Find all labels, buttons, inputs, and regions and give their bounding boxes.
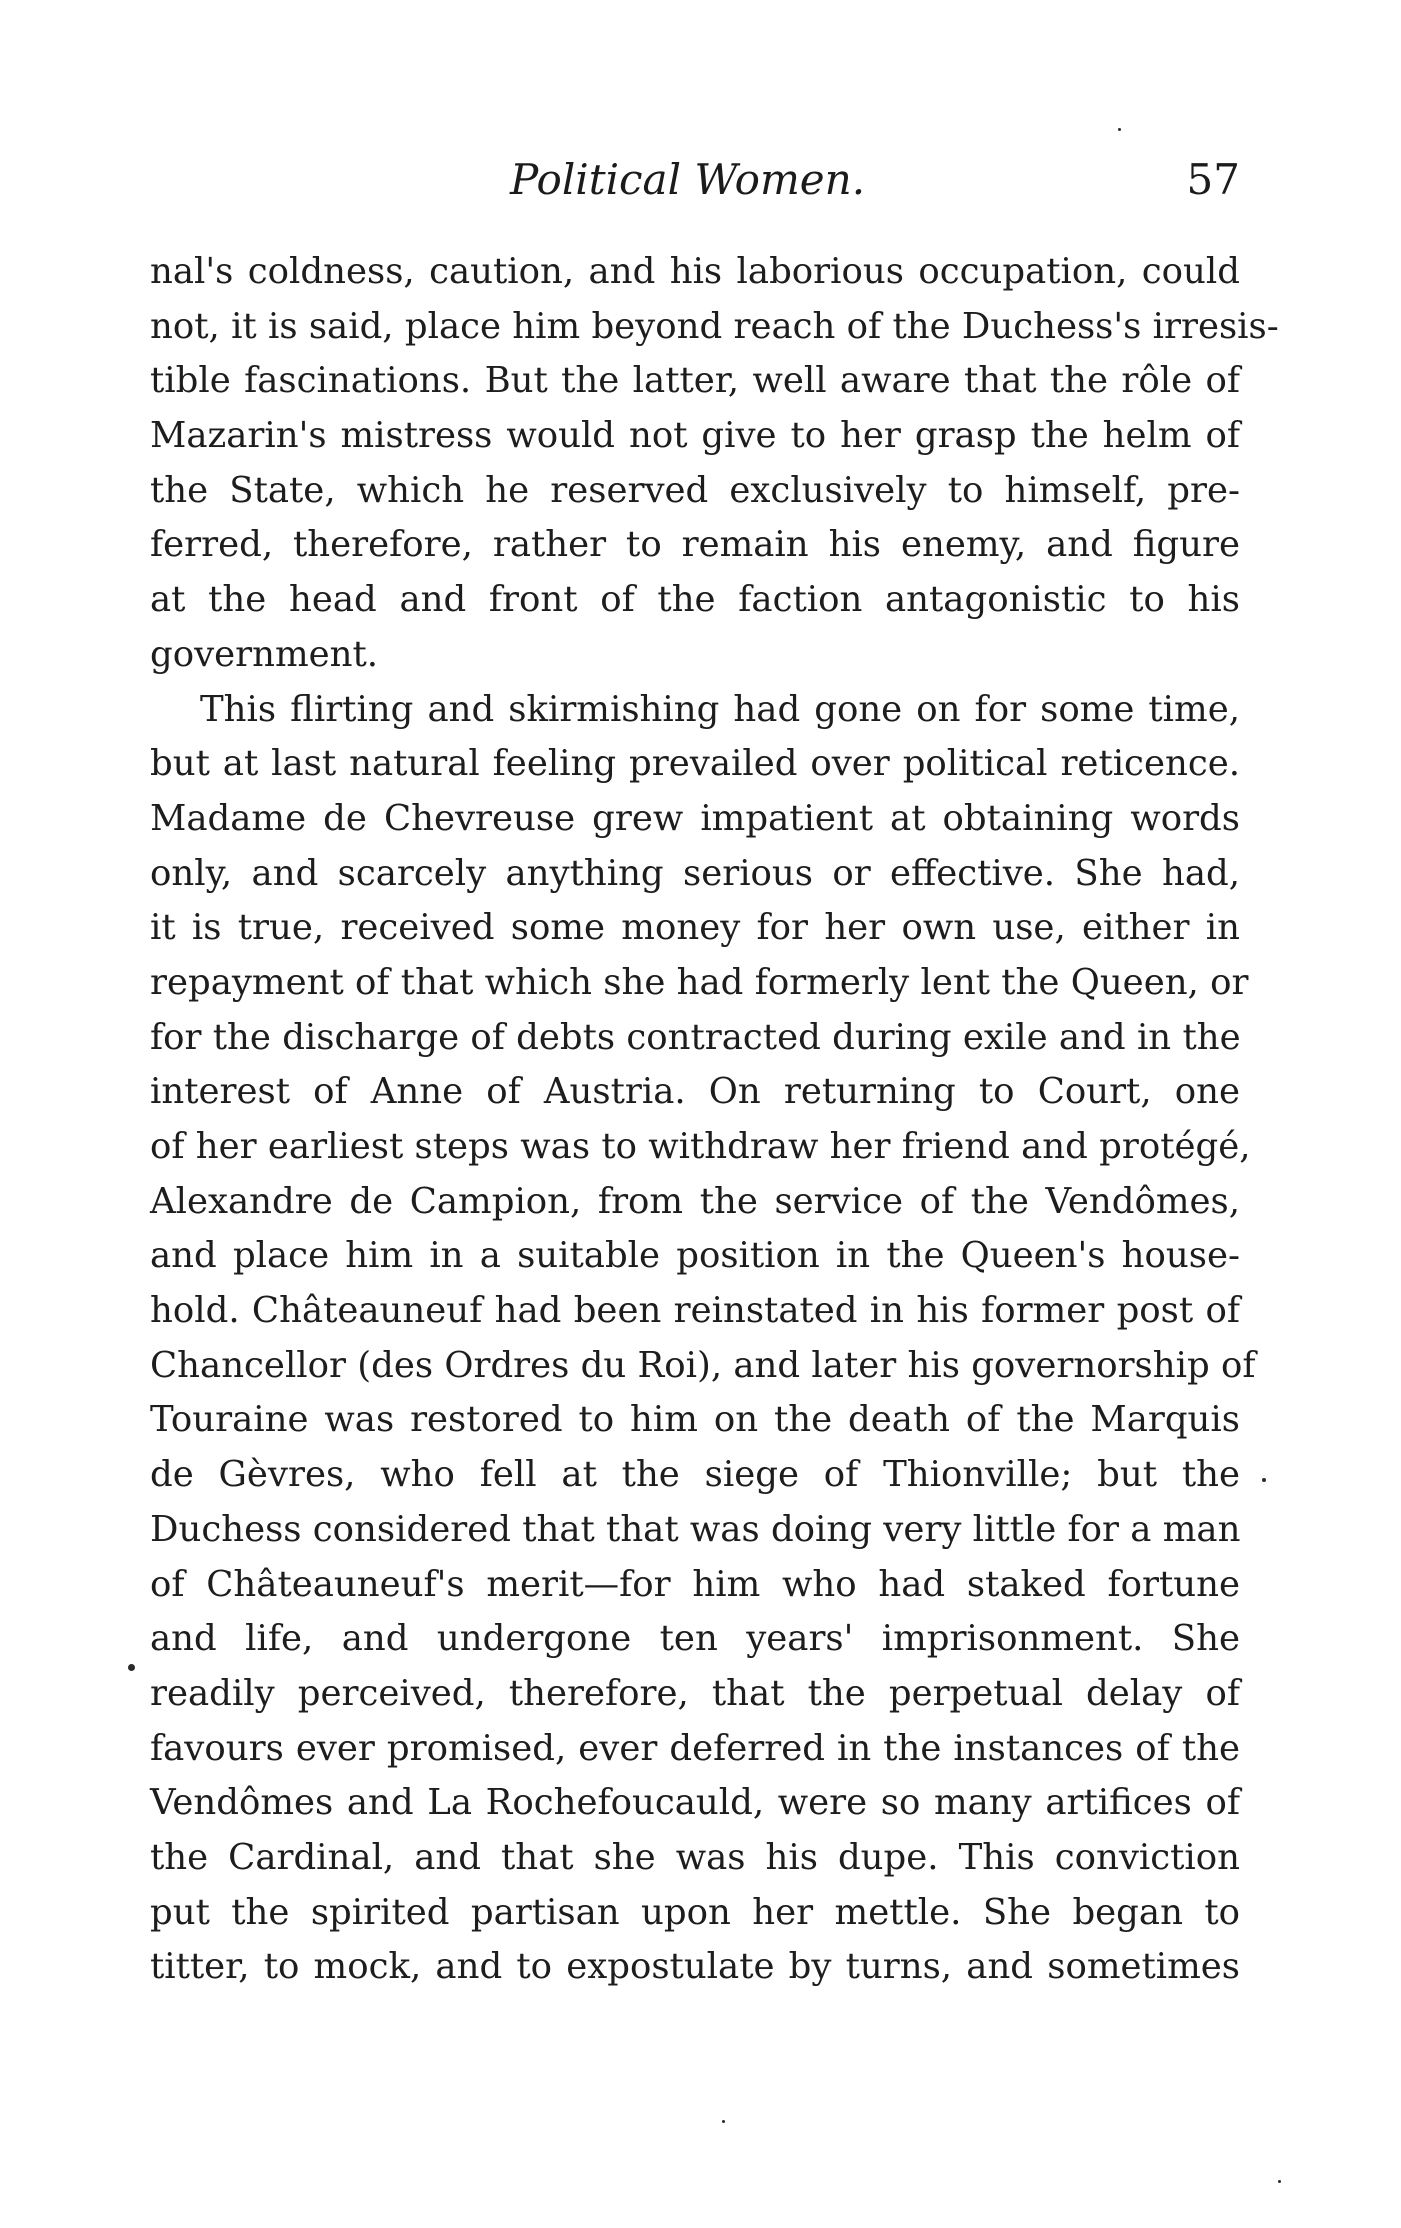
text-line: Mazarin's mistress would not give to her grasp the helm of	[150, 415, 1240, 457]
text-line: ferred, therefore, rather to remain his enemy, and figure	[150, 524, 1240, 566]
text-line: Madame de Chevreuse grew impatient at obtaining words	[150, 797, 1240, 839]
text-line: Touraine was restored to him on the death of the Marquis	[150, 1399, 1240, 1441]
text-line: repayment of that which she had formerly lent the Queen, or	[150, 961, 1249, 1003]
running-title: Political Women.	[510, 155, 866, 204]
text-line: of her earliest steps was to withdraw her friend and protégé,	[150, 1126, 1251, 1167]
text-line: and life, and undergone ten years' imprisonment. She	[150, 1618, 1240, 1660]
page-number: 57	[1186, 155, 1240, 204]
text-line: the State, which he reserved exclusively to himself, pre-	[150, 469, 1240, 511]
text-line: put the spirited partisan upon her mettle. She began to	[150, 1891, 1240, 1933]
text-line: Vendômes and La Rochefoucauld, were so many artifices of	[150, 1782, 1240, 1824]
text-line: the Cardinal, and that she was his dupe. This conviction	[150, 1836, 1240, 1878]
text-line: Chancellor (des Ordres du Roi), and later his governorship of	[150, 1344, 1256, 1386]
paper-speck	[1262, 1478, 1266, 1482]
paper-speck	[1278, 2180, 1281, 2183]
running-head	[150, 150, 1240, 210]
body-text	[150, 245, 1279, 1995]
text-line: only, and scarcely anything serious or effective. She had,	[150, 852, 1240, 894]
text-line: but at last natural feeling prevailed over political reticence.	[150, 743, 1240, 785]
text-line: hold. Châteauneuf had been reinstated in his former post of	[150, 1290, 1240, 1332]
text-line: for the discharge of debts contracted during exile and in the	[150, 1016, 1241, 1058]
text-line: Duchess considered that that was doing very little for a man	[150, 1508, 1241, 1550]
text-line: nal's coldness, caution, and his laborious occupation, could	[150, 251, 1240, 292]
text-line: favours ever promised, ever deferred in the instances of the	[150, 1727, 1240, 1769]
text-line: tible fascinations. But the latter, well aware that the rôle of	[150, 360, 1240, 402]
text-line: of Châteauneuf's merit—for him who had staked fortune	[150, 1563, 1240, 1605]
text-line: and place him in a suitable position in the Queen's house-	[150, 1235, 1240, 1277]
paper-speck	[722, 2120, 725, 2123]
text-line: readily perceived, therefore, that the perpetual delay of	[150, 1672, 1240, 1714]
paragraph-first-line: This flirting and skirmishing had gone on for some time,	[200, 688, 1240, 730]
text-line: it is true, received some money for her own use, either in	[150, 907, 1240, 949]
text-line: Alexandre de Campion, from the service of the Vendômes,	[150, 1180, 1240, 1222]
text-line: not, it is said, place him beyond reach of the Duchess's irresis-	[150, 305, 1279, 347]
text-line: titter, to mock, and to expostulate by turns, and sometimes	[150, 1946, 1240, 1988]
text-line: at the head and front of the faction antagonistic to his	[150, 579, 1240, 621]
paper-speck	[128, 1664, 135, 1671]
text-line: de Gèvres, who fell at the siege of Thionville; but the	[150, 1454, 1240, 1496]
paper-speck	[1118, 128, 1121, 131]
text-line: government.	[150, 633, 379, 675]
text-line: interest of Anne of Austria. On returning to Court, one	[150, 1071, 1240, 1113]
